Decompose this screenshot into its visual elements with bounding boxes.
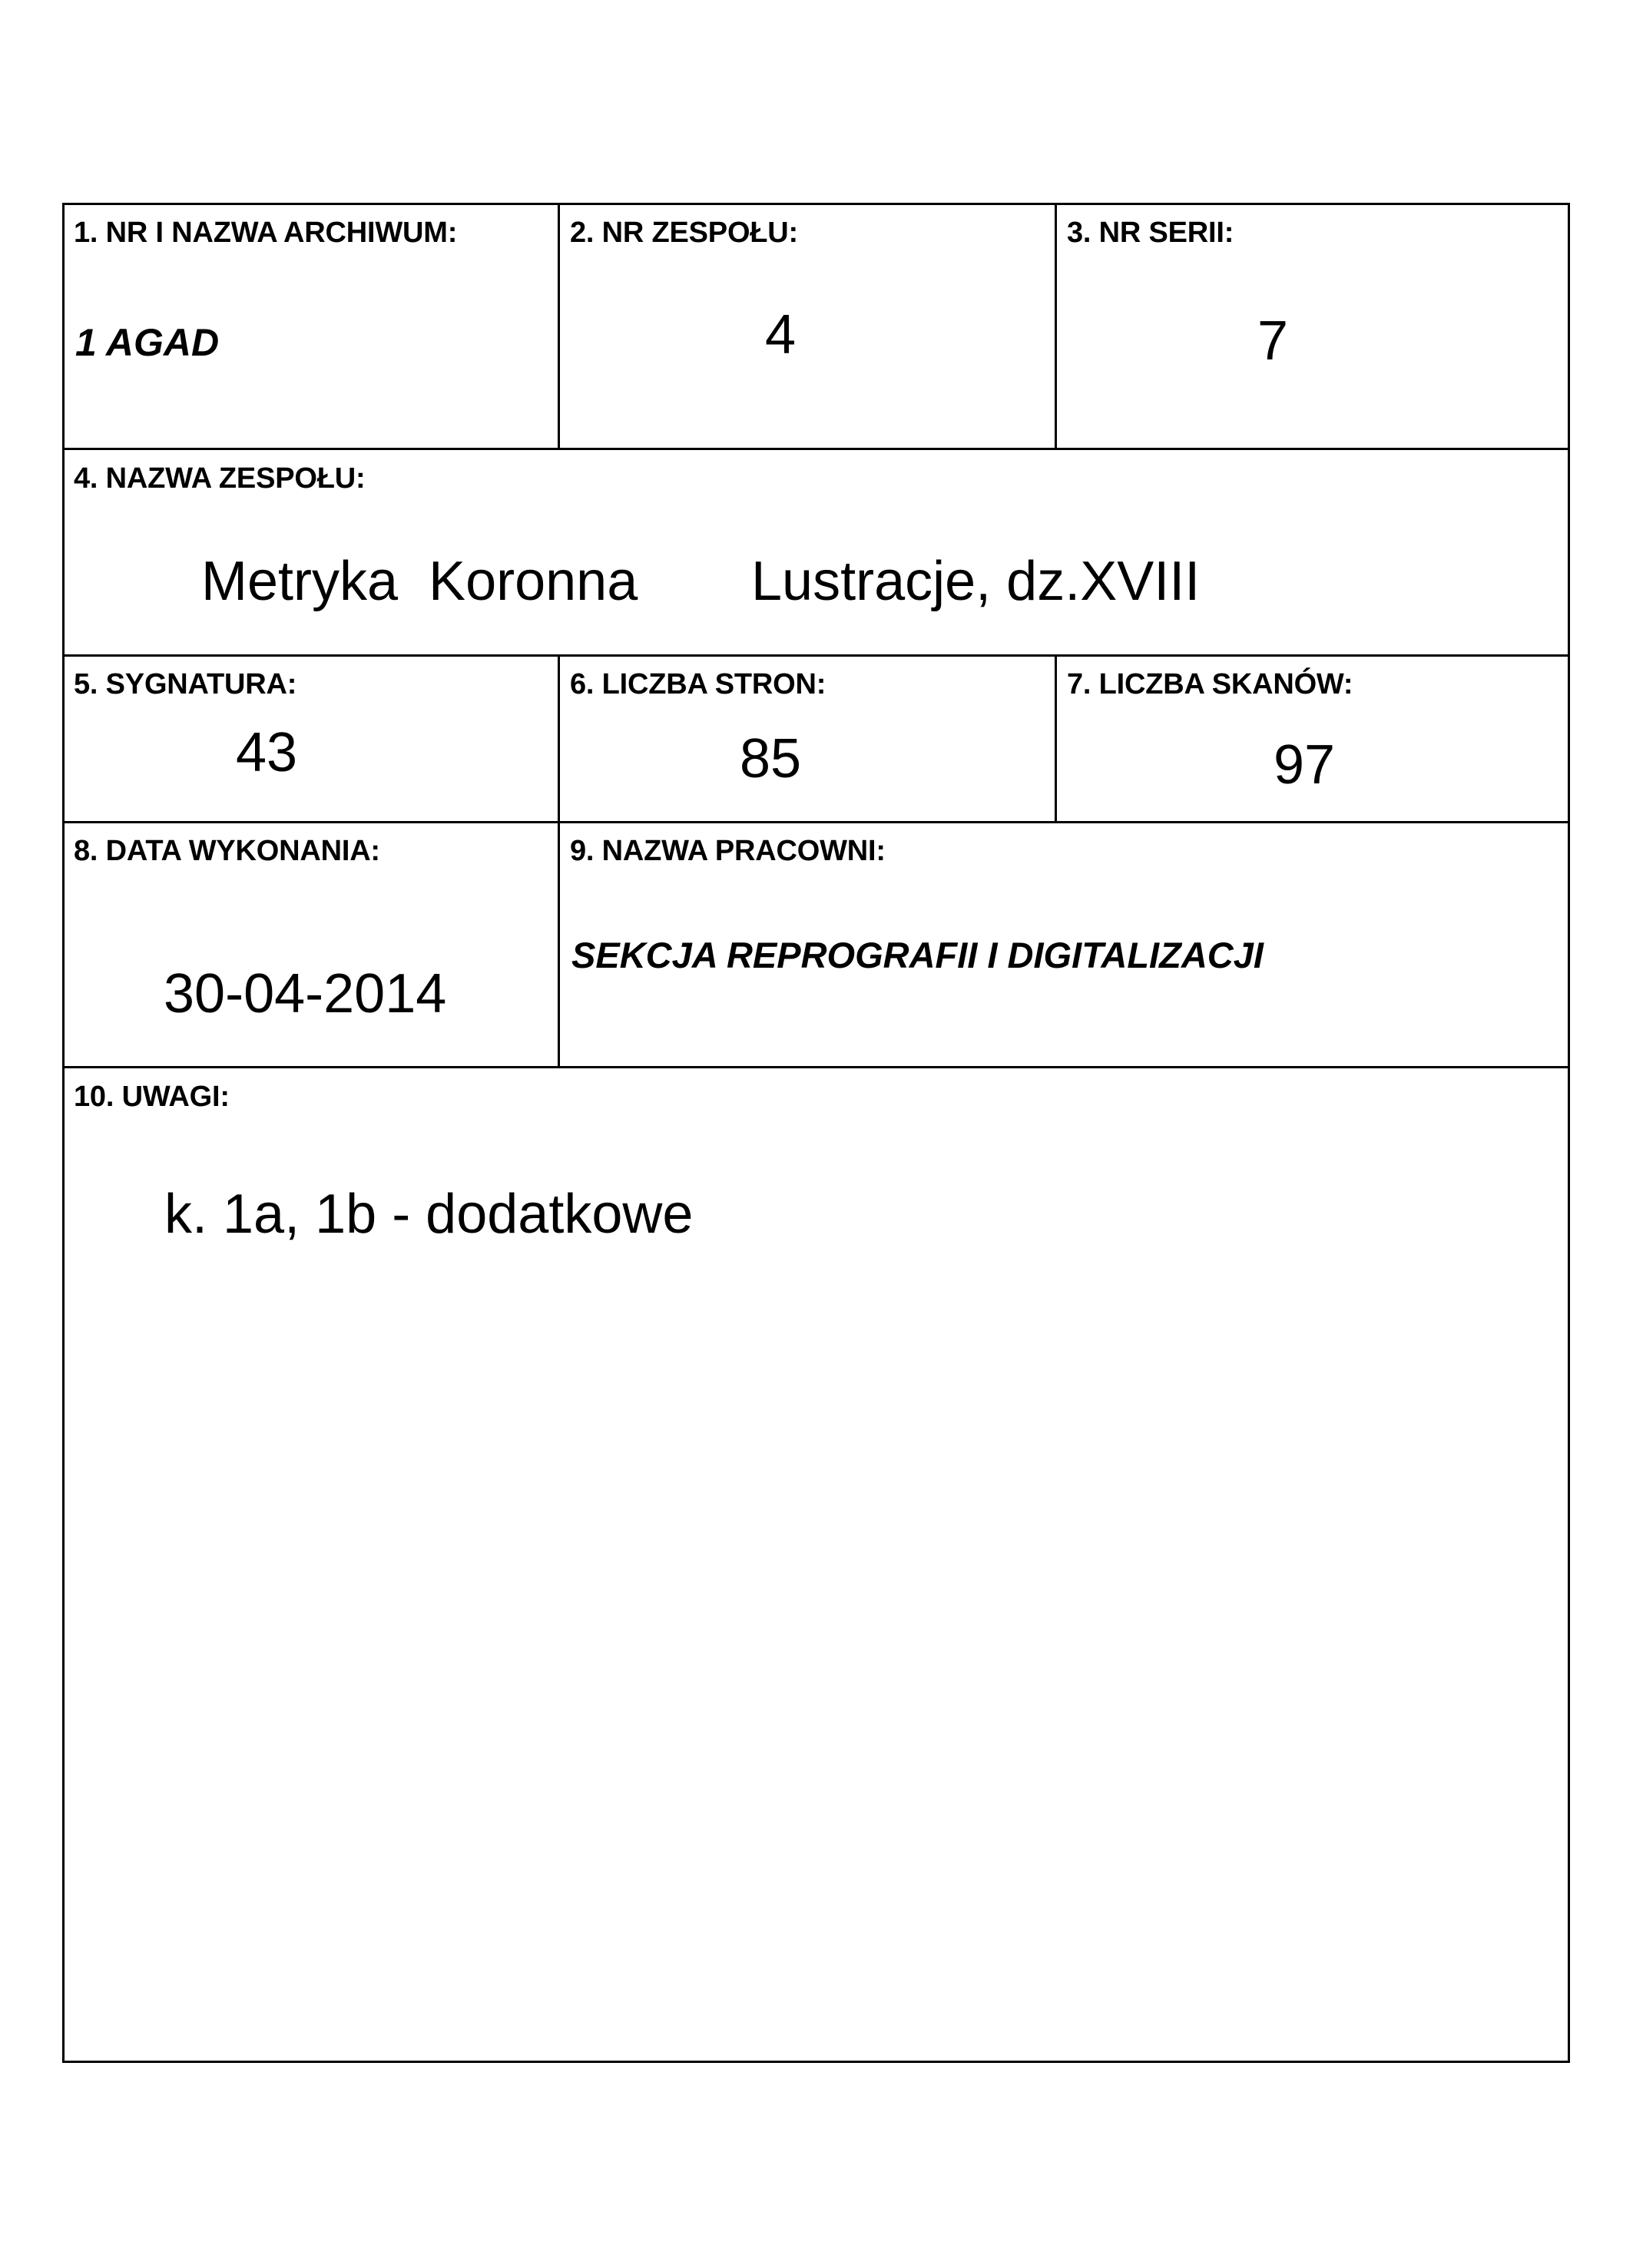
date-value: 30-04-2014	[164, 963, 447, 1025]
fonds-name-label: 4. NAZWA ZESPOŁU:	[74, 462, 366, 495]
scan-count-value: 97	[1273, 734, 1336, 796]
col-divider-1-row3	[558, 654, 560, 1067]
row-divider-1	[62, 448, 1570, 450]
row-divider-4	[62, 1066, 1570, 1068]
notes-value: k. 1a, 1b - dodatkowe	[164, 1184, 694, 1245]
workshop-value: SEKCJA REPROGRAFII I DIGITALIZACJI	[571, 935, 1264, 975]
fonds-name-value-part1: Metryka Koronna	[201, 551, 638, 612]
col-divider-2-row3	[1055, 654, 1057, 822]
page-count-value: 85	[739, 728, 802, 790]
workshop-label: 9. NAZWA PRACOWNI:	[570, 835, 886, 867]
col-divider-2-row1	[1055, 203, 1057, 449]
signature-label: 5. SYGNATURA:	[74, 668, 297, 700]
scan-count-label: 7. LICZBA SKANÓW:	[1067, 668, 1353, 700]
series-number-label: 3. NR SERII:	[1067, 217, 1234, 249]
archive-value: 1 AGAD	[75, 321, 220, 364]
date-label: 8. DATA WYKONANIA:	[74, 835, 380, 867]
signature-value: 43	[235, 722, 298, 783]
archive-label: 1. NR I NAZWA ARCHIWUM:	[74, 217, 458, 249]
fonds-number-value: 4	[764, 304, 797, 366]
col-divider-1-row1	[558, 203, 560, 449]
fonds-number-label: 2. NR ZESPOŁU:	[570, 217, 799, 249]
page-count-label: 6. LICZBA STRON:	[570, 668, 826, 700]
row-divider-2	[62, 654, 1570, 657]
notes-label: 10. UWAGI:	[74, 1081, 230, 1113]
fonds-name-value-part2: Lustracje, dz.XVIII	[751, 551, 1201, 612]
series-number-value: 7	[1257, 310, 1289, 372]
row-divider-3	[62, 821, 1570, 823]
